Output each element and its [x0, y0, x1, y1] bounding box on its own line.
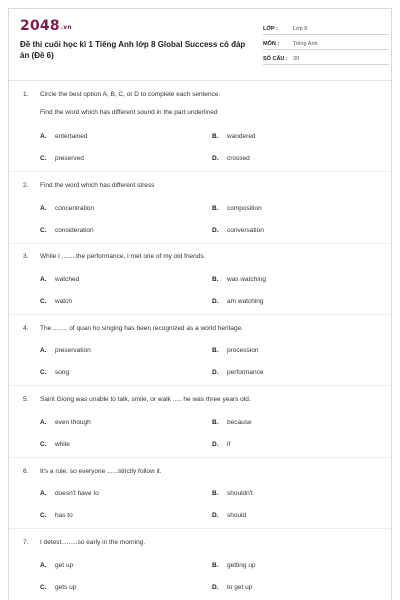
option-d[interactable] — [212, 441, 230, 448]
option-a[interactable] — [40, 133, 88, 140]
option-text: preservation — [55, 347, 91, 354]
option-d[interactable] — [212, 369, 264, 376]
exam-sheet — [8, 8, 392, 600]
header-divider — [9, 80, 391, 81]
question-separator — [9, 457, 391, 458]
option-text: was watching — [227, 276, 267, 283]
option-text: am watching — [227, 298, 264, 305]
meta-class-row — [263, 23, 389, 35]
option-a[interactable] — [40, 562, 73, 569]
option-d[interactable] — [212, 298, 264, 305]
logo-tld: .vn — [60, 24, 72, 31]
option-text: even though — [55, 419, 91, 426]
option-d[interactable] — [212, 227, 264, 234]
option-b[interactable] — [212, 419, 252, 426]
option-text: preserved — [55, 155, 84, 162]
question-text: Circle the best option A, B, C, or D to complete each sentence. — [40, 91, 221, 98]
meta-subject-key: MÔN : — [263, 41, 280, 47]
question-separator — [9, 171, 391, 172]
option-letter: A. — [40, 347, 47, 354]
option-letter: B. — [212, 562, 219, 569]
option-d[interactable] — [212, 584, 252, 591]
option-letter: C. — [40, 298, 47, 305]
question-text: I detest.........so early in the morning. — [40, 539, 146, 546]
option-text: while — [55, 441, 70, 448]
question-text: The ........ of quan ho singing has been recognized as a world heritage. — [40, 325, 244, 332]
option-text: shouldn't — [227, 490, 253, 497]
option-letter: B. — [212, 205, 219, 212]
option-c[interactable] — [40, 298, 72, 305]
option-letter: A. — [40, 205, 47, 212]
logo-text: 2048 — [20, 18, 60, 34]
question-text: While I ........the performance, I met one of my old friends. — [40, 253, 206, 260]
option-c[interactable] — [40, 155, 84, 162]
option-letter: C. — [40, 155, 47, 162]
option-text: song — [55, 369, 70, 376]
option-c[interactable] — [40, 512, 73, 519]
question-number: 2. — [23, 182, 29, 189]
option-text: has to — [55, 512, 73, 519]
option-text: watch — [55, 298, 72, 305]
meta-class-key: LỚP : — [263, 26, 278, 32]
option-text: watched — [55, 276, 80, 283]
option-text: procession — [227, 347, 259, 354]
exam-title: Đề thi cuối học kì 1 Tiếng Anh lớp 8 Global Success có đáp án (Đề 6) — [20, 40, 246, 60]
option-text: entertained — [55, 133, 88, 140]
option-c[interactable] — [40, 369, 69, 376]
option-text: consideration — [55, 227, 94, 234]
option-b[interactable] — [212, 276, 266, 283]
option-letter: D. — [212, 584, 219, 591]
option-c[interactable] — [40, 441, 70, 448]
option-b[interactable] — [212, 562, 256, 569]
option-letter: C. — [40, 227, 47, 234]
option-letter: C. — [40, 512, 47, 519]
option-letter: D. — [212, 512, 219, 519]
option-letter: A. — [40, 419, 47, 426]
option-letter: D. — [212, 441, 219, 448]
option-a[interactable] — [40, 419, 91, 426]
site-logo[interactable] — [20, 18, 72, 34]
question-number: 3. — [23, 253, 29, 260]
option-text: to get up — [227, 584, 253, 591]
question-number: 7. — [23, 539, 29, 546]
question-number: 1. — [23, 91, 29, 98]
option-text: wandered — [227, 133, 256, 140]
option-text: composition — [227, 205, 262, 212]
question-number: 4. — [23, 325, 29, 332]
option-letter: A. — [40, 562, 47, 569]
option-b[interactable] — [212, 133, 256, 140]
option-text: conversation — [227, 227, 264, 234]
option-d[interactable] — [212, 512, 246, 519]
option-b[interactable] — [212, 490, 253, 497]
question-text: Saint Giong was unable to talk, smile, or walk ..... he was three years old. — [40, 396, 251, 403]
option-c[interactable] — [40, 227, 94, 234]
meta-class-value: Lớp 8 — [293, 26, 308, 32]
question-text: It's a rule, so everyone ......strictly follow it. — [40, 468, 162, 475]
question-text: Find the word which has different stress — [40, 182, 155, 189]
option-text: getting up — [227, 562, 256, 569]
option-text: because — [227, 419, 252, 426]
option-text: get up — [55, 562, 74, 569]
question-number: 6. — [23, 468, 29, 475]
option-letter: C. — [40, 369, 47, 376]
option-c[interactable] — [40, 584, 76, 591]
option-d[interactable] — [212, 155, 250, 162]
option-a[interactable] — [40, 276, 79, 283]
question-separator — [9, 528, 391, 529]
option-letter: A. — [40, 133, 47, 140]
option-letter: B. — [212, 419, 219, 426]
option-letter: D. — [212, 227, 219, 234]
option-text: gets up — [55, 584, 77, 591]
option-a[interactable] — [40, 490, 99, 497]
question-separator — [9, 314, 391, 315]
option-letter: D. — [212, 298, 219, 305]
option-b[interactable] — [212, 205, 262, 212]
option-letter: C. — [40, 441, 47, 448]
meta-subject-row — [263, 38, 389, 50]
option-text: performance — [227, 369, 264, 376]
option-letter: C. — [40, 584, 47, 591]
option-b[interactable] — [212, 347, 258, 354]
question-separator — [9, 385, 391, 386]
option-text: concentration — [55, 205, 95, 212]
question-separator — [9, 243, 391, 244]
option-letter: A. — [40, 490, 47, 497]
option-letter: B. — [212, 347, 219, 354]
option-text: crossed — [227, 155, 250, 162]
option-letter: D. — [212, 369, 219, 376]
option-a[interactable] — [40, 205, 94, 212]
meta-count-row — [263, 53, 389, 65]
option-text: doesn't have to — [55, 490, 99, 497]
option-text: if — [227, 441, 231, 448]
meta-subject-value: Tiếng Anh — [293, 41, 318, 47]
option-letter: B. — [212, 490, 219, 497]
option-letter: D. — [212, 155, 219, 162]
meta-count-value: 30 — [293, 56, 300, 62]
option-letter: B. — [212, 276, 219, 283]
meta-count-key: SỐ CÂU : — [263, 56, 288, 62]
question-subtext: Find the word which has different sound in the part underlined — [40, 109, 218, 116]
question-number: 5. — [23, 396, 29, 403]
option-letter: B. — [212, 133, 219, 140]
option-letter: A. — [40, 276, 47, 283]
option-a[interactable] — [40, 347, 91, 354]
option-text: should — [227, 512, 247, 519]
